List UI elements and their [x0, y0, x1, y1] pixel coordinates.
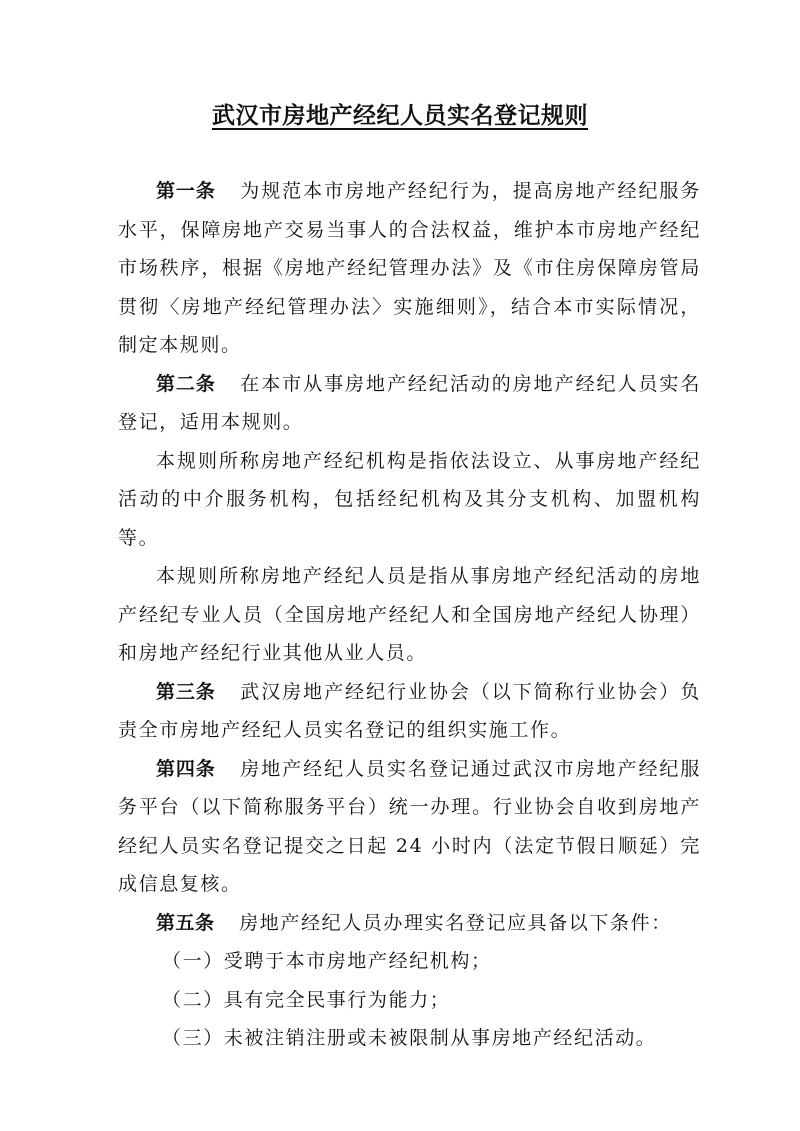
condition-item-1: （一）受聘于本市房地产经纪机构； [162, 950, 492, 972]
article-number: 第三条 [156, 680, 216, 703]
article-3-paragraph [118, 673, 701, 750]
article-text: 为规范本市房地产经纪行为，提高房地产经纪服务水平，保障房地产交易当事人的合法权益，维护本市房地产经纪市场秩序，根据《房地产经纪管理办法》及《市住房保障房管局贯彻〈房地产经纪管理办法〉实施细则》，结合本市实际情况，制定本规则。 [118, 180, 701, 356]
paragraph-text: 本规则所称房地产经纪机构是指依法设立、从事房地产经纪活动的中介服务机构，包括经纪机构及其分支机构、加盟机构等。 [118, 449, 701, 549]
document-title-text: 武汉市房地产经纪人员实名登记规则 [212, 103, 588, 129]
article-2-paragraph [118, 365, 701, 442]
document-title [0, 100, 800, 132]
article-5-paragraph [118, 904, 701, 943]
document-body [118, 172, 701, 1058]
paragraph-text: 本规则所称房地产经纪人员是指从事房地产经纪活动的房地产经纪专业人员（全国房地产经纪人和全国房地产经纪人协理）和房地产经纪行业其他从业人员。 [118, 565, 701, 664]
article-number: 第四条 [156, 757, 216, 780]
article-text: 房地产经纪人员办理实名登记应具备以下条件： [239, 911, 672, 934]
article-number: 第五条 [156, 911, 215, 934]
article-number: 第一条 [156, 180, 216, 202]
article-text: 房地产经纪人员实名登记通过武汉市房地产经纪服务平台（以下简称服务平台）统一办理。行业协会自收到房地产经纪人员实名登记提交之日起 24 小时内（法定节假日顺延）完成信息复核。 [118, 757, 701, 895]
article-text: 武汉房地产经纪行业协会（以下简称行业协会）负责全市房地产经纪人员实名登记的组织实施工作。 [118, 680, 701, 741]
article-4-paragraph [118, 750, 701, 904]
article-text: 在本市从事房地产经纪活动的房地产经纪人员实名登记，适用本规则。 [118, 372, 701, 433]
definition-personnel-paragraph [118, 557, 701, 673]
article-number: 第二条 [156, 372, 216, 395]
definition-agency-paragraph [118, 442, 701, 558]
condition-item-3: （三）未被注销注册或未被限制从事房地产经纪活动。 [162, 1027, 657, 1049]
condition-item-2: （二）具有完全民事行为能力； [162, 988, 451, 1011]
article-1-paragraph [118, 172, 701, 365]
